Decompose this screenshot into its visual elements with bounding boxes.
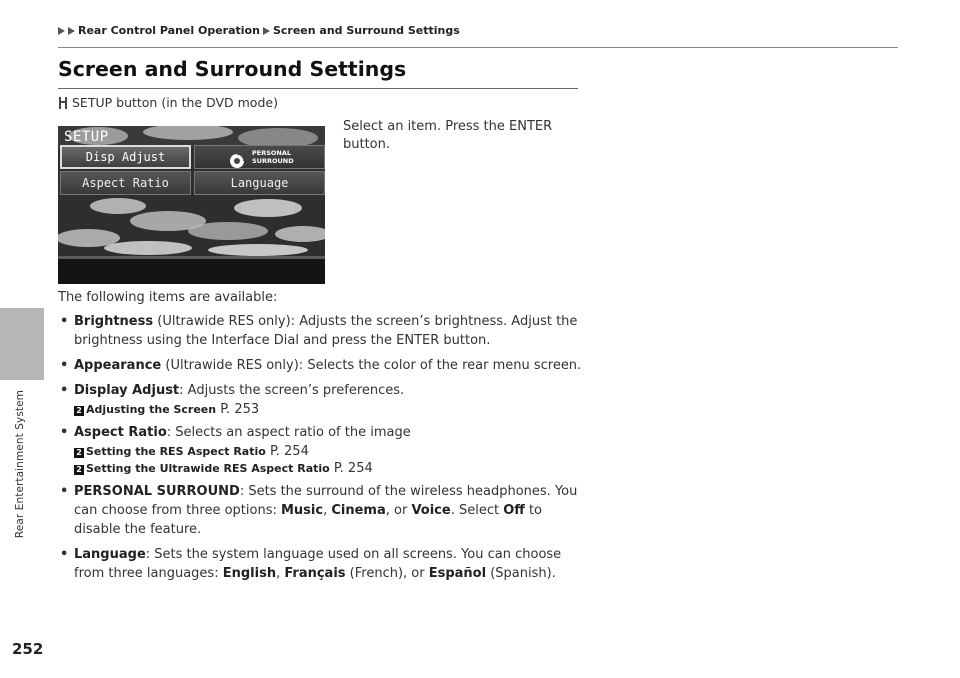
item-text: : Sets the system language used on all screens. You can choose from three languages:	[74, 547, 562, 581]
cross-reference-page: P. 253	[216, 402, 260, 417]
option-name: Voice	[411, 503, 451, 518]
item-text: (Ultrawide RES only): Selects the color of the rear menu screen.	[161, 358, 582, 373]
option-name: Español	[428, 566, 487, 581]
personal-surround-label	[252, 149, 294, 165]
cross-reference-title[interactable]: Adjusting the Screen	[86, 403, 217, 416]
cross-reference-page: P. 254	[329, 461, 373, 476]
option-name: Off	[503, 503, 525, 518]
cross-reference[interactable]	[74, 443, 588, 461]
triangle-icon	[58, 27, 65, 35]
item-text: : Selects an aspect ratio of the image	[166, 425, 411, 440]
cross-reference-icon: 2	[74, 448, 84, 458]
navigation-hint	[58, 95, 278, 110]
item-text: (French), or	[345, 566, 429, 581]
bullet: •	[60, 358, 69, 373]
setup-screen-image	[58, 126, 325, 284]
sidebar	[0, 0, 44, 678]
header-rule	[58, 47, 898, 48]
cross-reference[interactable]	[74, 401, 588, 419]
list-item	[58, 312, 588, 350]
item-text: ,	[323, 503, 332, 518]
language-button[interactable]: Language	[194, 171, 325, 195]
item-keyword: Appearance	[74, 358, 162, 373]
cross-reference[interactable]	[74, 460, 588, 478]
list-item	[58, 423, 588, 478]
cross-reference-icon: 2	[74, 465, 84, 475]
list-item	[58, 356, 588, 375]
aspect-ratio-button[interactable]: Aspect Ratio	[60, 171, 191, 195]
item-keyword: Brightness	[74, 314, 154, 329]
page-number: 252	[12, 640, 44, 658]
cross-reference-icon: 2	[74, 406, 84, 416]
item-text: , or	[385, 503, 412, 518]
items-list	[58, 312, 588, 589]
bullet: •	[60, 425, 69, 440]
item-text: : Adjusts the screen’s preferences.	[179, 383, 405, 398]
triangle-icon	[68, 27, 75, 35]
breadcrumb	[58, 24, 460, 37]
breadcrumb-item[interactable]: Screen and Surround Settings	[272, 24, 460, 37]
surround-icon	[228, 152, 246, 170]
option-name: Français	[284, 566, 346, 581]
bullet: •	[60, 314, 69, 329]
setup-screen-title: SETUP	[64, 129, 109, 145]
item-text: ,	[276, 566, 285, 581]
item-keyword: PERSONAL SURROUND	[74, 484, 240, 499]
list-item	[58, 482, 588, 539]
item-text: . Select	[450, 503, 504, 518]
item-keyword: Aspect Ratio	[74, 425, 167, 440]
bullet: •	[60, 547, 69, 562]
option-name: English	[222, 566, 277, 581]
disp-adjust-button[interactable]: Disp Adjust	[60, 145, 191, 169]
surround-line: SURROUND	[252, 157, 294, 165]
item-text: : Sets the surround of the wireless headphones. You can choose from three options:	[74, 484, 578, 518]
list-item	[58, 545, 588, 583]
item-text: to disable the feature.	[74, 503, 542, 537]
navigation-hint-text: SETUP button (in the DVD mode)	[72, 95, 278, 110]
intro-text: The following items are available:	[58, 290, 278, 305]
breadcrumb-item[interactable]: Rear Control Panel Operation	[78, 24, 260, 37]
cross-reference-title[interactable]: Setting the Ultrawide RES Aspect Ratio	[86, 462, 330, 475]
triangle-icon	[263, 27, 270, 35]
section-label: Rear Entertainment System	[14, 390, 26, 539]
item-keyword: Language	[74, 547, 146, 562]
list-item	[58, 381, 588, 419]
bullet: •	[60, 484, 69, 499]
item-text: (Ultrawide RES only): Adjusts the screen’s brightness. Adjust the brightness using the Interface Dial and press the ENTER button.	[74, 314, 578, 348]
option-name: Music	[280, 503, 324, 518]
cross-reference-title[interactable]: Setting the RES Aspect Ratio	[86, 445, 266, 458]
bullet: •	[60, 383, 69, 398]
option-name: Cinema	[331, 503, 386, 518]
page-title: Screen and Surround Settings	[58, 57, 407, 81]
item-text: (Spanish).	[486, 566, 556, 581]
title-rule	[58, 88, 578, 89]
section-tab	[0, 308, 44, 380]
instruction-text: Select an item. Press the ENTER button.	[343, 119, 553, 152]
surround-line: PERSONAL	[252, 149, 292, 157]
home-icon	[58, 97, 68, 109]
item-keyword: Display Adjust	[74, 383, 180, 398]
cross-reference-page: P. 254	[265, 444, 309, 459]
